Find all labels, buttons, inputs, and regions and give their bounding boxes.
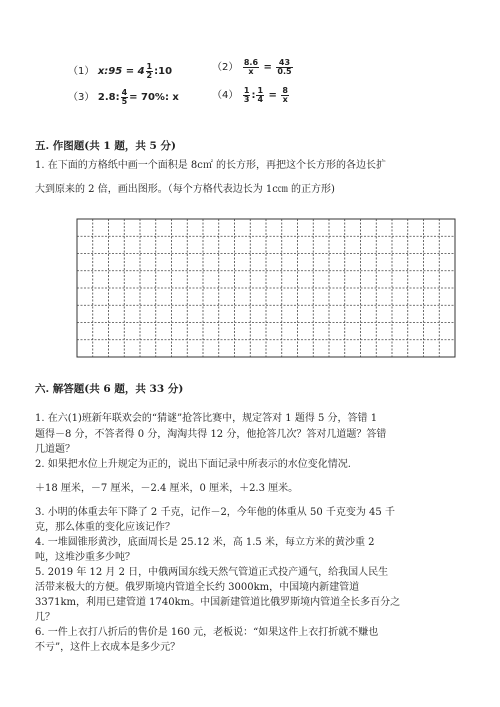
fraction: $\frac{4}{5}$ xyxy=(121,87,128,106)
answer-question-line: 活带来极大的方便。俄罗斯境内管道全长约 3000km，中国境内新建管道 xyxy=(35,582,360,593)
square-grid xyxy=(76,218,456,358)
equals-sign: = xyxy=(263,62,272,73)
equation-label: （4） xyxy=(212,90,239,101)
fraction: $\frac{1}{3}$ xyxy=(243,85,250,104)
answer-question-line: 6. 一件上衣打八折后的售价是 160 元，老板说：“如果这件上衣打折就不赚也 xyxy=(35,627,379,638)
answer-question-line: 2. 如果把水位上升规定为正的，说出下面记录中所表示的水位变化情况. xyxy=(35,459,351,470)
fraction: $\frac{43}{0.5}$ xyxy=(277,57,292,76)
section-6-title: 六. 解答题(共 6 题，共 33 分) xyxy=(35,383,184,395)
answer-question-line: 3371km，利用已建管道 1740km。中国新建管道比俄罗斯境内管道全长多百分之 xyxy=(35,597,401,608)
equation-1 xyxy=(68,62,172,80)
equation-label: （2） xyxy=(212,62,239,73)
answer-question-line: 5. 2019 年 12 月 2 日，中俄两国东线天然气管道正式投产通气，给我国人民生 xyxy=(35,567,389,578)
answer-question-line: 3. 小明的体重去年下降了 2 千克，记作－2，今年他的体重从 50 千克变为 45 千 xyxy=(35,507,395,518)
answer-question-line: 1. 在六(1)班新年联欢会的“猜谜”抢答比赛中，规定答对 1 题得 5 分，答错 1 xyxy=(35,413,378,424)
answer-question-line: 4. 一堆圆锥形黄沙，底面周长是 25.12 米，高 1.5 米，每立方米的黄沙重 2 xyxy=(35,537,375,548)
fraction: $\frac{1}{2}$ xyxy=(146,61,153,80)
answer-question-line: 几？ xyxy=(35,612,55,623)
equation-label: （1） xyxy=(68,66,95,77)
equation-3 xyxy=(68,88,179,106)
equation-2 xyxy=(212,58,294,76)
fraction: $\frac{8.6}{x}$ xyxy=(243,57,259,76)
answer-question-line: ＋18 厘米，－7 厘米，－2.4 厘米，0 厘米，＋2.3 厘米。 xyxy=(35,483,299,494)
equation-pre: 2.8: xyxy=(97,92,120,103)
equation-lhs: x:95 = 4 xyxy=(97,66,145,77)
colon: : xyxy=(251,90,256,101)
equation-4 xyxy=(212,86,290,104)
question-text: 1. 在下面的方格纸中画一个面积是 8c㎡ 的长方形，再把这个长方形的各边长扩 xyxy=(35,160,387,171)
answer-question-line: 题得－8 分，不答者得 0 分，淘淘共得 12 分，他抢答几次？答对几道题？答错 xyxy=(35,429,387,440)
section-5-title: 五. 作图题(共 1 题，共 5 分) xyxy=(35,140,176,152)
answer-question-line: 不亏”，这件上衣成本是多少元？ xyxy=(35,642,181,653)
equals-sign: = xyxy=(268,90,277,101)
fraction: $\frac{8}{x}$ xyxy=(282,85,288,104)
question-text: 大到原来的 2 倍，画出图形。（每个方格代表边长为 1c㎝ 的正方形) xyxy=(35,184,335,195)
equation-post: = 70%: x xyxy=(129,92,179,103)
answer-question-line: 吨，这堆沙重多少吨？ xyxy=(35,552,135,563)
answer-question-line: 克，那么体重的变化应该记作？ xyxy=(35,522,175,533)
answer-question-line: 几道题？ xyxy=(35,444,75,455)
equation-label: （3） xyxy=(68,92,95,103)
fraction: $\frac{1}{4}$ xyxy=(257,85,264,104)
equation-rhs: :10 xyxy=(154,66,173,77)
